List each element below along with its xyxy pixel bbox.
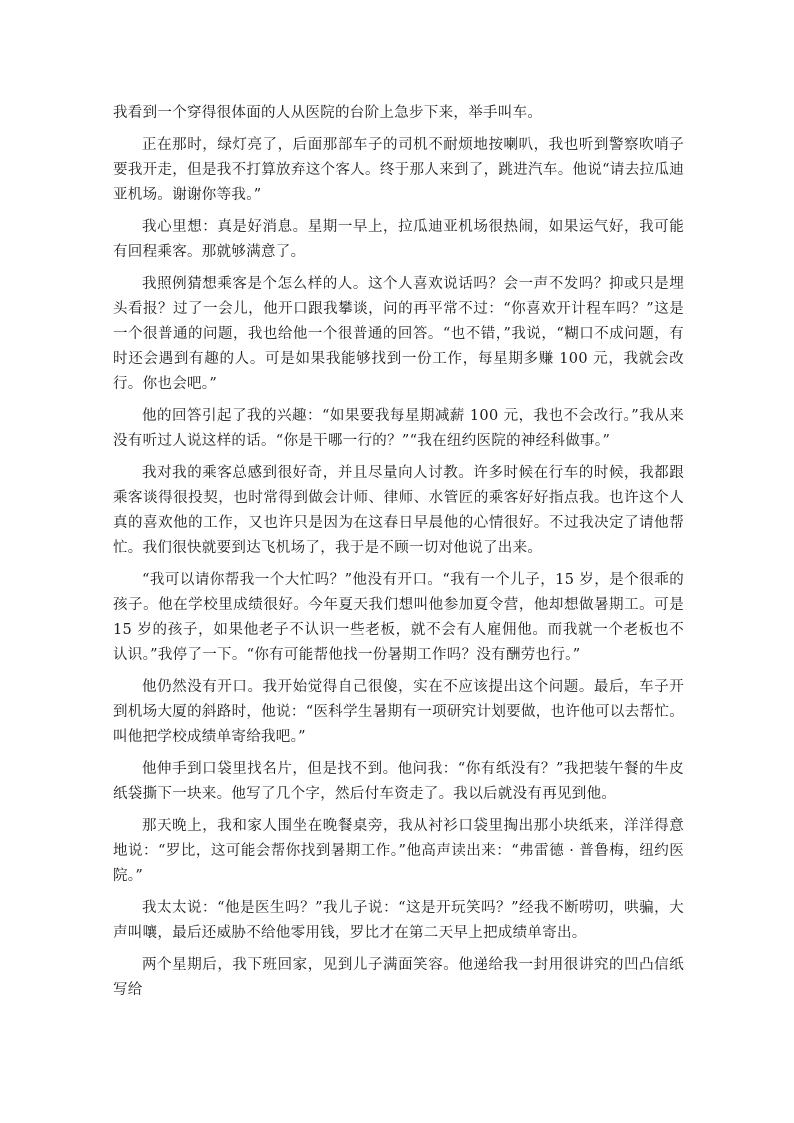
paragraph: 我太太说：“他是医生吗？”我儿子说：“这是开玩笑吗？”经我不断唠叨，哄骗，大声叫嚷，最后还威胁不给他零用钱，罗比才在第二天早上把成绩单寄出。 (113, 900, 684, 941)
paragraph: 我心里想：真是好消息。星期一早上，拉瓜迪亚机场很热闹，如果运气好，我可能有回程乘客。那就够满意了。 (113, 219, 684, 260)
paragraph: “我可以请你帮我一个大忙吗？”他没有开口。“我有一个儿子，15 岁，是个很乖的孩子。他在学校里成绩很好。今年夏天我们想叫他参加夏令营，他却想做暑期工。可是 15 岁的孩子，如果他老子不认识一些老板，就不会有人雇佣他。而我就一个老板也不认识。”我停了一下。“你有可能帮他找一份暑期工作吗？没有酬劳也行。” (113, 572, 684, 663)
paragraph: 正在那时，绿灯亮了，后面那部车子的司机不耐烦地按喇叭，我也听到警察吹哨子要我开走，但是我不打算放弃这个客人。终于那人来到了，跳进汽车。他说“请去拉瓜迪亚机场。谢谢你等我。” (113, 137, 684, 203)
paragraph: 两个星期后，我下班回家，见到儿子满面笑容。他递给我一封用很讲究的凹凸信纸写给 (113, 957, 684, 998)
paragraph: 我对我的乘客总感到很好奇，并且尽量向人讨教。许多时候在行车的时候，我都跟乘客谈得很投契，也时常得到做会计师、律师、水管匠的乘客好好指点我。也许这个人真的喜欢他的工作，又也许只是因为在这春日早晨他的心情很好。不过我决定了请他帮忙。我们很快就要到达飞机场了，我于是不顾一切对他说了出来。 (113, 465, 684, 556)
document-page (113, 101, 684, 1010)
paragraph: 那天晚上，我和家人围坐在晚餐桌旁，我从衬衫口袋里掏出那小块纸来，洋洋得意地说：“罗比，这可能会帮你找到暑期工作。”他高声读出来：“弗雷德 · 普鲁梅，纽约医院。” (113, 818, 684, 884)
paragraph: 他仍然没有开口。我开始觉得自己很傻，实在不应该提出这个问题。最后，车子开到机场大厦的斜路时，他说：“医科学生暑期有一项研究计划要做，也许他可以去帮忙。叫他把学校成绩单寄给我吧。” (113, 679, 684, 745)
paragraph: 我照例猜想乘客是个怎么样的人。这个人喜欢说话吗？会一声不发吗？抑或只是埋头看报？过了一会儿，他开口跟我攀谈，问的再平常不过：“你喜欢开计程车吗？”这是一个很普通的问题，我也给他一个很普通的回答。“也不错，”我说，“糊口不成问题，有时还会遇到有趣的人。可是如果我能够找到一份工作，每星期多赚 100 元，我就会改行。你也会吧。” (113, 276, 684, 392)
paragraph: 我看到一个穿得很体面的人从医院的台阶上急步下来，举手叫车。 (113, 105, 543, 121)
paragraph: 他的回答引起了我的兴趣：“如果要我每星期减薪 100 元，我也不会改行。”我从来没有听过人说这样的话。“你是干哪一行的？”“我在纽约医院的神经科做事。” (113, 408, 684, 449)
paragraph: 他伸手到口袋里找名片，但是找不到。他问我：“你有纸没有？”我把装午餐的牛皮纸袋撕下一块来。他写了几个字，然后付车资走了。我以后就没有再见到他。 (113, 761, 684, 802)
